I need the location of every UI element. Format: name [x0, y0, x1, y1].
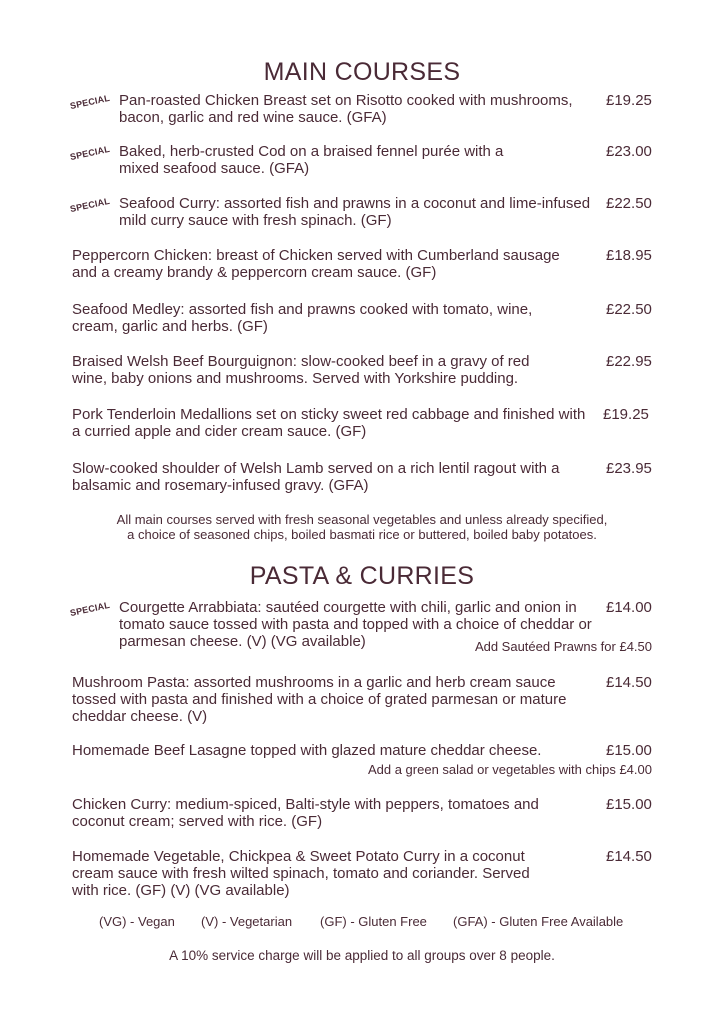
item-price: £14.50 — [606, 674, 652, 691]
section-title-main-courses: MAIN COURSES — [263, 58, 461, 86]
special-badge: SPECIAL — [69, 195, 111, 215]
item-price: £19.25 — [606, 92, 652, 109]
item-price: £15.00 — [606, 742, 652, 759]
main-courses-note-line-2: a choice of seasoned chips, boiled basmati rice or buttered, boiled baby potatoes. — [127, 527, 597, 542]
item-description: Slow-cooked shoulder of Welsh Lamb served on a rich lentil ragout with a balsamic and rosemary-infused gravy. (GFA) — [72, 460, 560, 494]
legend-vegetarian: (V) - Vegetarian — [201, 914, 293, 929]
item-price: £23.95 — [606, 460, 652, 477]
special-badge: SPECIAL — [69, 143, 111, 163]
item-description: Peppercorn Chicken: breast of Chicken served with Cumberland sausage and a creamy brandy & peppercorn cream sauce. (GF) — [72, 247, 560, 281]
main-courses-note-line-1: All main courses served with fresh seasonal vegetables and unless already specified, — [116, 512, 608, 527]
item-addon: Add Sautéed Prawns for £4.50 — [474, 639, 652, 654]
item-price: £22.50 — [606, 301, 652, 318]
item-price: £15.00 — [606, 796, 652, 813]
item-price: £14.50 — [606, 848, 652, 865]
section-title-pasta-curries: PASTA & CURRIES — [249, 562, 475, 590]
item-price: £22.95 — [606, 353, 652, 370]
legend-vegan: (VG) - Vegan — [99, 914, 175, 929]
special-badge: SPECIAL — [69, 599, 111, 619]
item-description: Seafood Curry: assorted fish and prawns in a coconut and lime-infused mild curry sauce with fresh spinach. (GF) — [119, 195, 591, 229]
item-description: Mushroom Pasta: assorted mushrooms in a garlic and herb cream sauce tossed with pasta and finished with a choice of grated parmesan or mature cheddar cheese. (V) — [72, 674, 567, 725]
item-addon: Add a green salad or vegetables with chips £4.00 — [367, 762, 652, 777]
item-description: Pork Tenderloin Medallions set on sticky sweet red cabbage and finished with a curried apple and cider cream sauce. (GF) — [72, 406, 586, 440]
special-badge: SPECIAL — [69, 92, 111, 112]
item-description: Baked, herb-crusted Cod on a braised fennel purée with a mixed seafood sauce. (GFA) — [119, 143, 504, 177]
item-description: Homemade Vegetable, Chickpea & Sweet Potato Curry in a coconut cream sauce with fresh wilted spinach, tomato and coriander. Served with rice. (GF) (V) (VG available) — [72, 848, 530, 899]
item-price: £22.50 — [606, 195, 652, 212]
item-description: Pan-roasted Chicken Breast set on Risotto cooked with mushrooms, bacon, garlic and red wine sauce. (GFA) — [119, 92, 573, 126]
item-description: Seafood Medley: assorted fish and prawns cooked with tomato, wine, cream, garlic and herbs. (GF) — [72, 301, 533, 335]
item-description: Homemade Beef Lasagne topped with glazed mature cheddar cheese. — [72, 742, 542, 759]
service-charge-note: A 10% service charge will be applied to all groups over 8 people. — [169, 948, 555, 963]
item-price: £14.00 — [606, 599, 652, 616]
item-description: Braised Welsh Beef Bourguignon: slow-cooked beef in a gravy of red wine, baby onions and mushrooms. Served with Yorkshire pudding. — [72, 353, 530, 387]
legend-gluten-free-available: (GFA) - Gluten Free Available — [453, 914, 624, 929]
item-price: £18.95 — [606, 247, 652, 264]
item-description: Courgette Arrabbiata: sautéed courgette with chili, garlic and onion in tomato sauce tossed with pasta and topped with a choice of cheddar or parmesan cheese. (V) (VG available) — [119, 599, 592, 650]
item-price: £23.00 — [606, 143, 652, 160]
item-description: Chicken Curry: medium-spiced, Balti-style with peppers, tomatoes and coconut cream; served with rice. (GF) — [72, 796, 539, 830]
legend-gluten-free: (GF) - Gluten Free — [320, 914, 427, 929]
item-price: £19.25 — [603, 406, 649, 423]
